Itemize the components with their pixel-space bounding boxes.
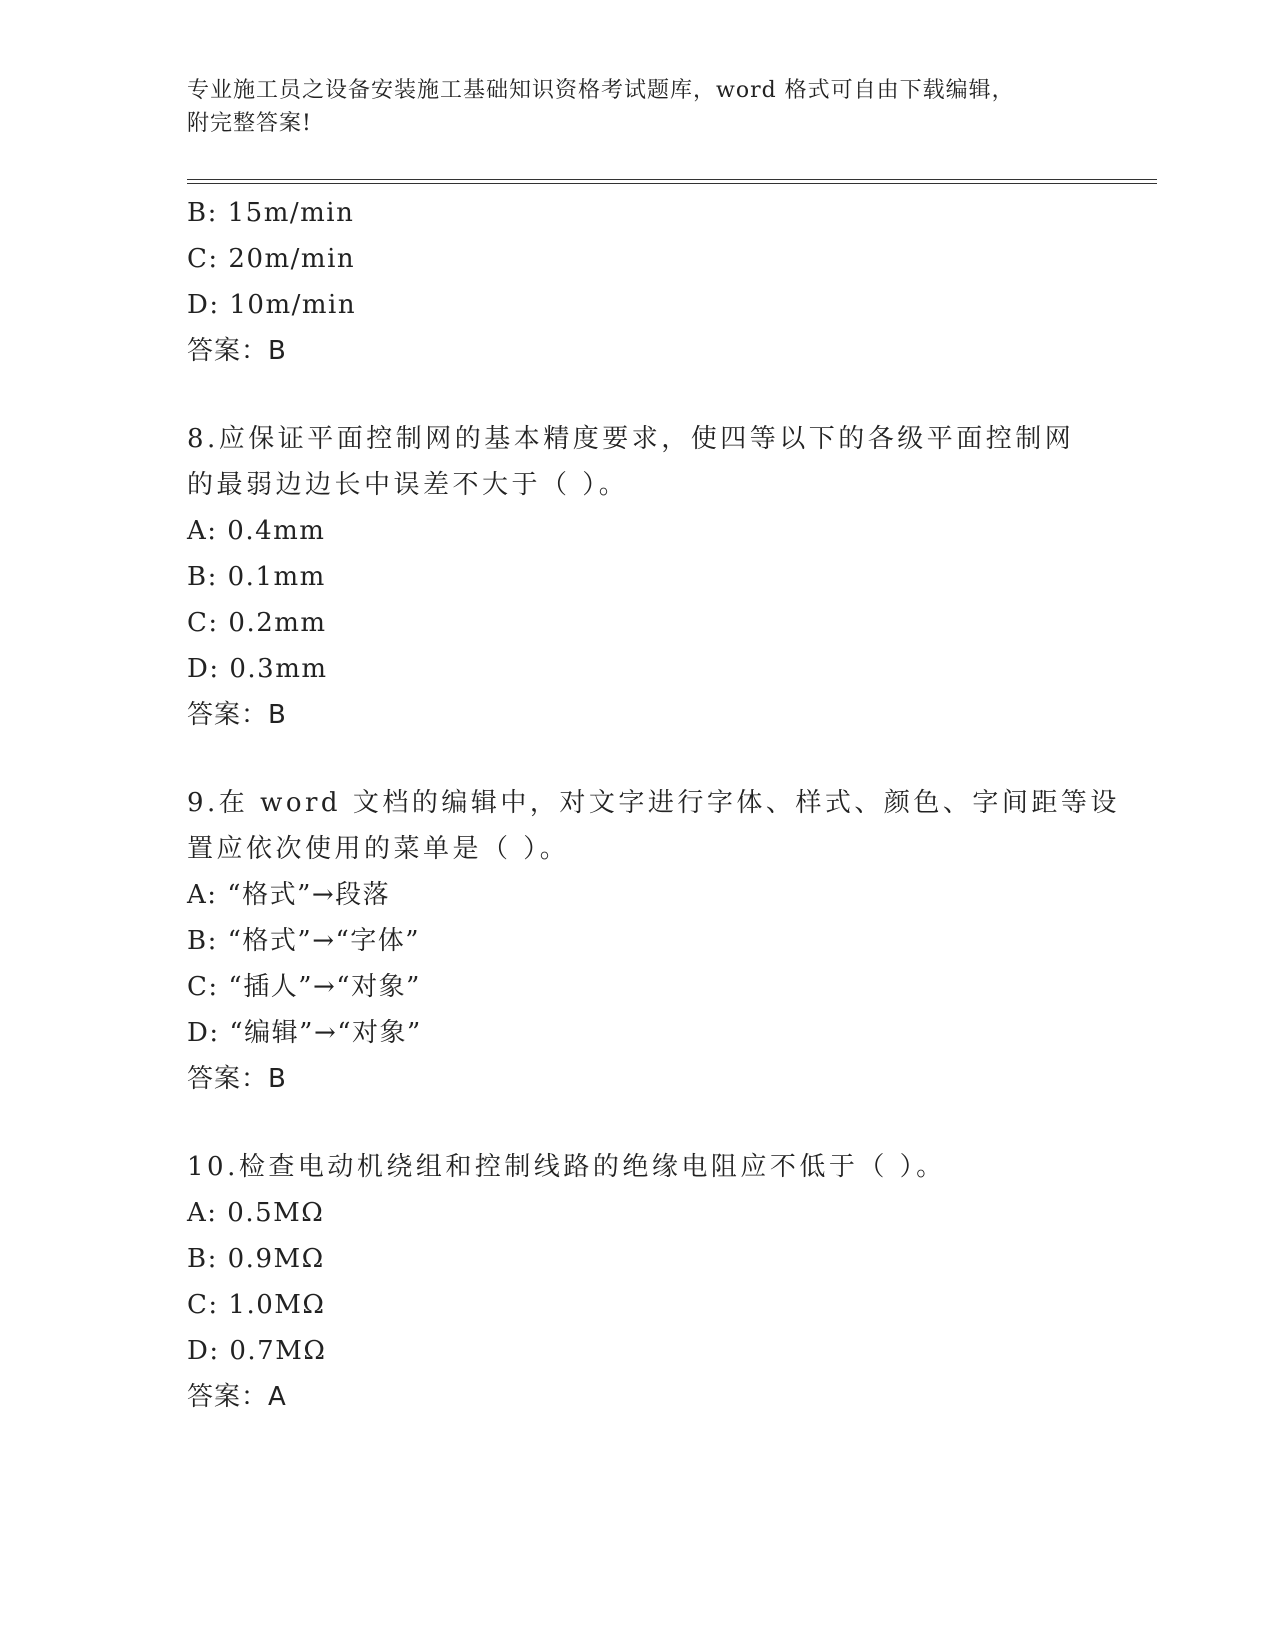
question-text-line-1: 8.应保证平面控制网的基本精度要求，使四等以下的各级平面控制网	[187, 424, 1075, 454]
partial-question	[187, 190, 1157, 374]
question-9	[187, 780, 1157, 1102]
option-c: C: 20m/min	[187, 244, 356, 274]
header-line-1: 专业施工员之设备安装施工基础知识资格考试题库，word 格式可自由下载编辑，	[187, 78, 1015, 103]
question-content	[187, 190, 1157, 1420]
question-text-line-2: 置应依次使用的菜单是（ ）。	[187, 834, 570, 864]
answer-line: 答案：A	[187, 1382, 287, 1412]
option-b: B: “格式”→“字体”	[187, 926, 421, 956]
option-c: C: “插人”→“对象”	[187, 972, 421, 1002]
option-a: A: 0.4mm	[187, 516, 326, 546]
header-line-2: 附完整答案!	[187, 111, 312, 136]
spacer	[187, 738, 1157, 780]
question-text-line-2: 的最弱边边长中误差不大于（ ）。	[187, 470, 629, 500]
question-text-line-1: 9.在 word 文档的编辑中，对文字进行字体、样式、颜色、字间距等设	[187, 788, 1120, 818]
option-b: B: 15m/min	[187, 198, 355, 228]
option-b: B: 0.9MΩ	[187, 1244, 325, 1274]
question-10	[187, 1144, 1157, 1420]
answer-line: 答案：B	[187, 700, 287, 730]
document-header	[187, 74, 1087, 140]
header-divider-top	[187, 179, 1157, 180]
spacer	[187, 1102, 1157, 1144]
answer-line: 答案：B	[187, 336, 287, 366]
option-c: C: 0.2mm	[187, 608, 327, 638]
option-d: D: 10m/min	[187, 290, 357, 320]
option-a: A: 0.5MΩ	[187, 1198, 325, 1228]
option-a: A: “格式”→段落	[187, 880, 391, 910]
option-d: D: 0.7MΩ	[187, 1336, 327, 1366]
spacer	[187, 374, 1157, 416]
question-8	[187, 416, 1157, 738]
header-divider-bottom	[187, 183, 1157, 184]
question-text-line-1: 10.检查电动机绕组和控制线路的绝缘电阻应不低于（ ）。	[187, 1152, 946, 1182]
option-d: D: 0.3mm	[187, 654, 328, 684]
answer-line: 答案：B	[187, 1064, 287, 1094]
option-b: B: 0.1mm	[187, 562, 326, 592]
option-c: C: 1.0MΩ	[187, 1290, 326, 1320]
option-d: D: “编辑”→“对象”	[187, 1018, 422, 1048]
